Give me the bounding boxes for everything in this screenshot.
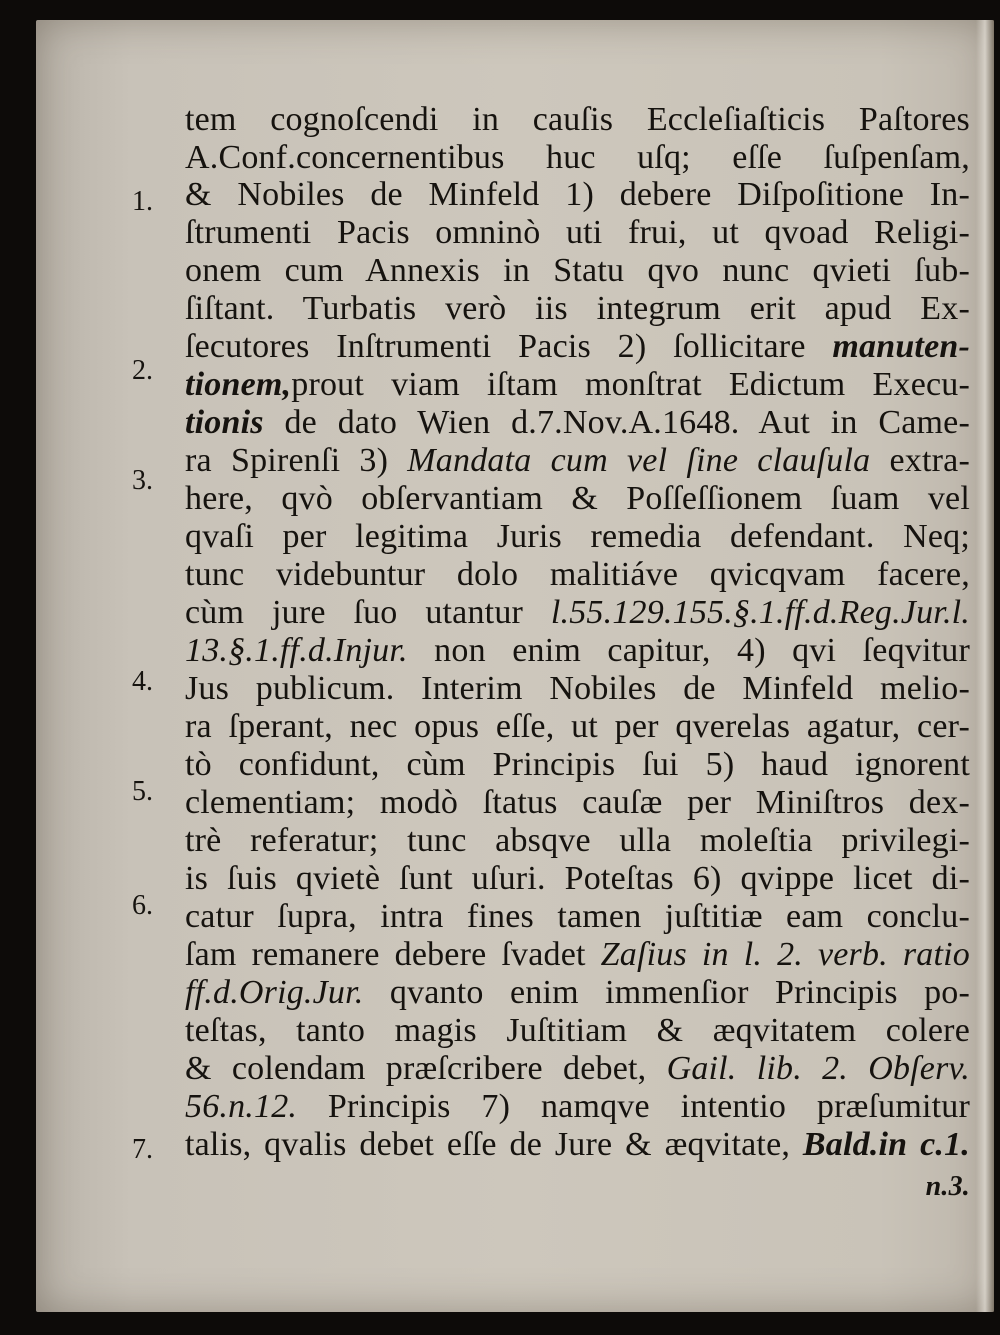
text-line: tò confidunt, cùm Principis ſui 5) haud ignorent — [185, 746, 970, 783]
margin-note-3: 3. — [132, 465, 153, 496]
text-line: cùm jure ſuo utantur l.55.129.155.§.1.ff.d.Reg.Jur.l. — [185, 594, 970, 631]
text-line: ſam remanere debere ſvadet Zaſius in l. 2. verb. ratio — [185, 936, 970, 973]
text-line: tem cognoſcendi in cauſis Eccleſiaſticis Paſtores — [185, 101, 970, 138]
text-line: 13.§.1.ff.d.Injur. non enim capitur, 4) qvi ſeqvitur — [185, 632, 970, 669]
text-line: ra ſperant, nec opus eſſe, ut per qverelas agatur, cer- — [185, 708, 970, 745]
text-line: A.Conf.concernentibus huc uſq; eſſe ſuſpenſam, — [185, 139, 970, 176]
text-line: ſiſtant. Turbatis verò iis integrum erit apud Ex- — [185, 290, 970, 327]
text-line: clementiam; modò ſtatus cauſæ per Miniſtros dex- — [185, 784, 970, 821]
margin-note-7: 7. — [132, 1134, 153, 1165]
text-line: is ſuis qvietè ſunt uſuri. Poteſtas 6) qvippe licet di- — [185, 860, 970, 897]
page-edge-shadow — [976, 20, 994, 1312]
text-line: ff.d.Orig.Jur. qvanto enim immenſior Principis po- — [185, 974, 970, 1011]
text-line: ra Spirenſi 3) Mandata cum vel ſine clauſula extra- — [185, 442, 970, 479]
text-line: onem cum Annexis in Statu qvo nunc qvieti ſub- — [185, 252, 970, 289]
margin-note-6: 6. — [132, 890, 153, 921]
text-line: catur ſupra, intra fines tamen juſtitiæ eam conclu- — [185, 898, 970, 935]
text-line: tionis de dato Wien d.7.Nov.A.1648. Aut in Came- — [185, 404, 970, 441]
text-line: & Nobiles de Minfeld 1) debere Diſpoſitione In- — [185, 176, 970, 213]
text-line: tionem,prout viam iſtam monſtrat Edictum Execu- — [185, 366, 970, 403]
text-line: talis, qvalis debet eſſe de Jure & æqvitate, Bald.in c.1. — [185, 1126, 970, 1163]
text-line: qvaſi per legitima Juris remedia defendant. Neq; — [185, 518, 970, 555]
text-line: Jus publicum. Interim Nobiles de Minfeld melio- — [185, 670, 970, 707]
catchword: n.3. — [925, 1171, 970, 1202]
margin-note-1: 1. — [132, 186, 153, 217]
margin-note-5: 5. — [132, 776, 153, 807]
margin-note-4: 4. — [132, 666, 153, 697]
margin-note-2: 2. — [132, 355, 153, 386]
text-line: ſtrumenti Pacis omninò uti frui, ut qvoad Religi- — [185, 214, 970, 251]
text-line: & colendam præſcribere debet, Gail. lib. 2. Obſerv. — [185, 1050, 970, 1087]
text-line: tunc videbuntur dolo malitiáve qvicqvam facere, — [185, 556, 970, 593]
text-line: here, qvò obſervantiam & Poſſeſſionem ſuam vel — [185, 480, 970, 517]
text-line: ſecutores Inſtrumenti Pacis 2) ſollicitare manuten- — [185, 328, 970, 365]
text-line: 56.n.12. Principis 7) namqve intentio præſumitur — [185, 1088, 970, 1125]
text-line: teſtas, tanto magis Juſtitiam & æqvitatem colere — [185, 1012, 970, 1049]
text-line: trè referatur; tunc absqve ulla moleſtia privilegi- — [185, 822, 970, 859]
